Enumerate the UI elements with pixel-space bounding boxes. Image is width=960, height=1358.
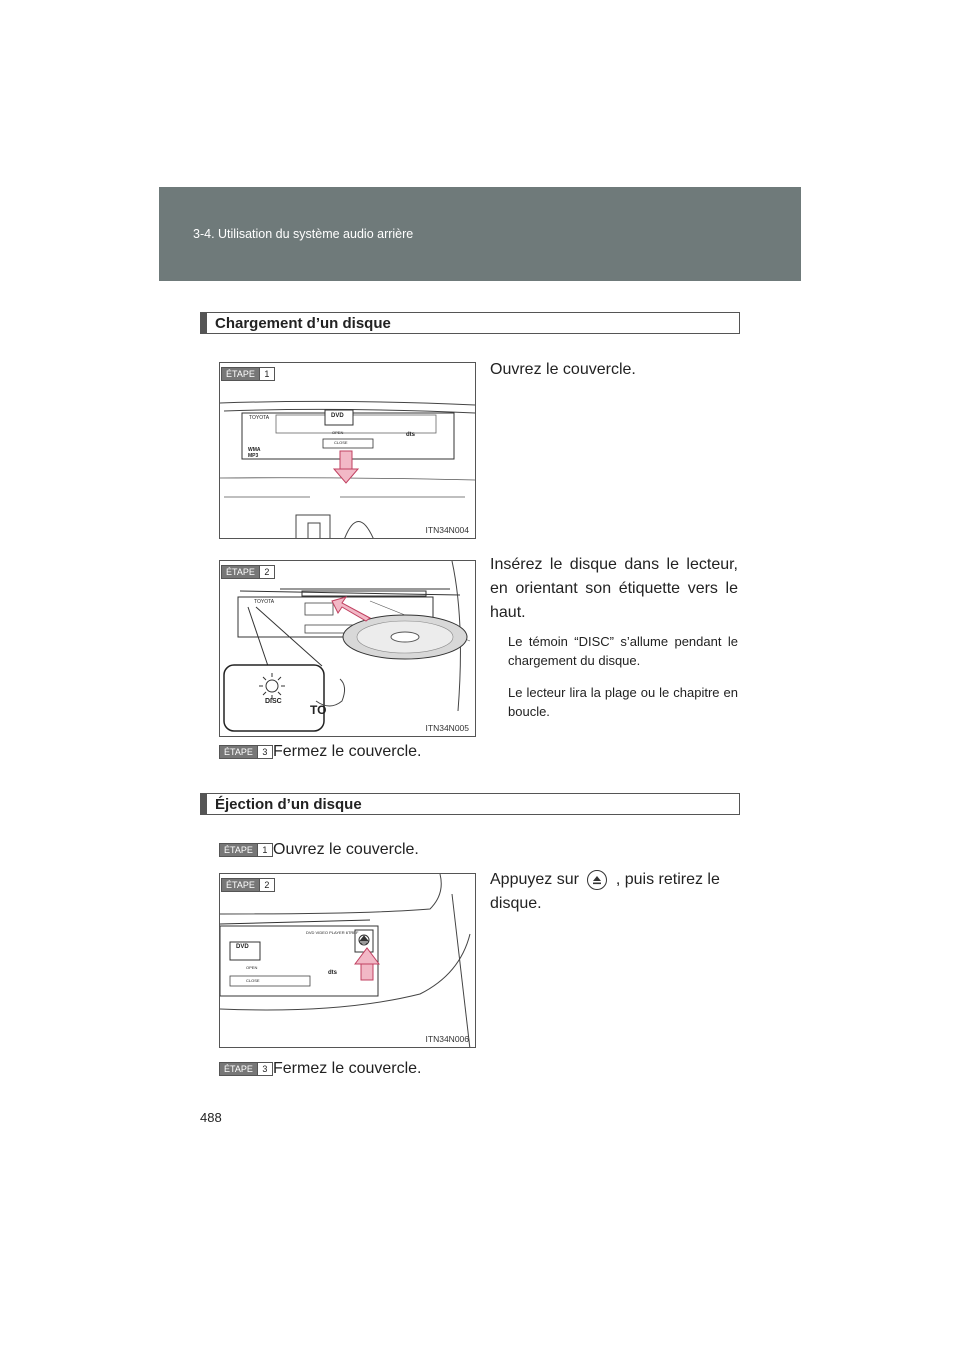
- section-marker: [201, 313, 207, 333]
- eject-step-1-text: Ouvrez le couvercle.: [273, 841, 419, 858]
- chapter-header: [159, 187, 801, 281]
- figure-open-label: OPEN: [246, 965, 258, 970]
- step-badge-eject-3: ÉTAPE 3: [219, 1062, 273, 1076]
- figure-disc-label: DISC: [265, 698, 282, 705]
- figure-dvd-label: DVD: [331, 413, 344, 419]
- figure-code: ITN34N006: [425, 1034, 469, 1044]
- figure-brand-label: TOYOTA: [249, 415, 270, 421]
- step-badge-3: ÉTAPE 3: [219, 745, 273, 759]
- step-badge-eject-2: ÉTAPE 2: [221, 878, 275, 892]
- page-number: 488: [200, 1110, 222, 1125]
- figure-code: ITN34N004: [425, 525, 469, 535]
- section-title: Éjection d’un disque: [215, 796, 362, 813]
- figure-dvd-label: DVD: [236, 944, 249, 950]
- figure-close-label: CLOSE: [334, 440, 348, 445]
- figure-wma-label: WMA: [248, 447, 261, 453]
- figure-dts-label: dts: [328, 970, 337, 976]
- step-1-text: Ouvrez le couvercle.: [490, 361, 636, 378]
- illustration-eject-disc: [220, 874, 476, 1048]
- step-2-text: Insérez le disque dans le lecteur, en orientant son étiquette vers le haut.: [490, 556, 738, 621]
- section-title: Chargement d’un disque: [215, 315, 391, 332]
- figure-close-label: CLOSE: [246, 978, 260, 983]
- figure-insert-disc: [219, 560, 476, 737]
- figure-to-label: TO: [310, 703, 327, 717]
- figure-dts-label: dts: [406, 432, 415, 438]
- step-3-text: Fermez le couvercle.: [273, 743, 422, 760]
- eject-step-3-text: Fermez le couvercle.: [273, 1060, 422, 1077]
- figure-eject-disc: [219, 873, 476, 1048]
- figure-mp3-label: MP3: [248, 453, 259, 459]
- step-badge-1: ÉTAPE 1: [221, 367, 275, 381]
- figure-code: ITN34N005: [425, 723, 469, 733]
- section-heading-loading: [200, 312, 740, 334]
- step-badge-eject-1: ÉTAPE 1: [219, 843, 273, 857]
- section-marker: [201, 794, 207, 814]
- eject-icon: [587, 870, 607, 890]
- figure-open-cover: [219, 362, 476, 539]
- note-repeat: Le lecteur lira la plage ou le chapitre en boucle.: [508, 685, 738, 719]
- figure-player-label: DVD VIDEO PLAYER 6TREF: [306, 930, 359, 935]
- illustration-insert-disc: [220, 561, 476, 737]
- chapter-title: 3-4. Utilisation du système audio arrière: [193, 227, 414, 241]
- note-disc-indicator: Le témoin “DISC” s’allume pendant le chargement du disque.: [508, 634, 738, 668]
- figure-open-label: OPEN: [332, 430, 344, 435]
- figure-brand-label: TOYOTA: [254, 599, 275, 605]
- eject-step-2-text: Appuyez sur , puis retirez le disque.: [490, 871, 720, 912]
- section-heading-eject: [200, 793, 740, 815]
- step-badge-2: ÉTAPE 2: [221, 565, 275, 579]
